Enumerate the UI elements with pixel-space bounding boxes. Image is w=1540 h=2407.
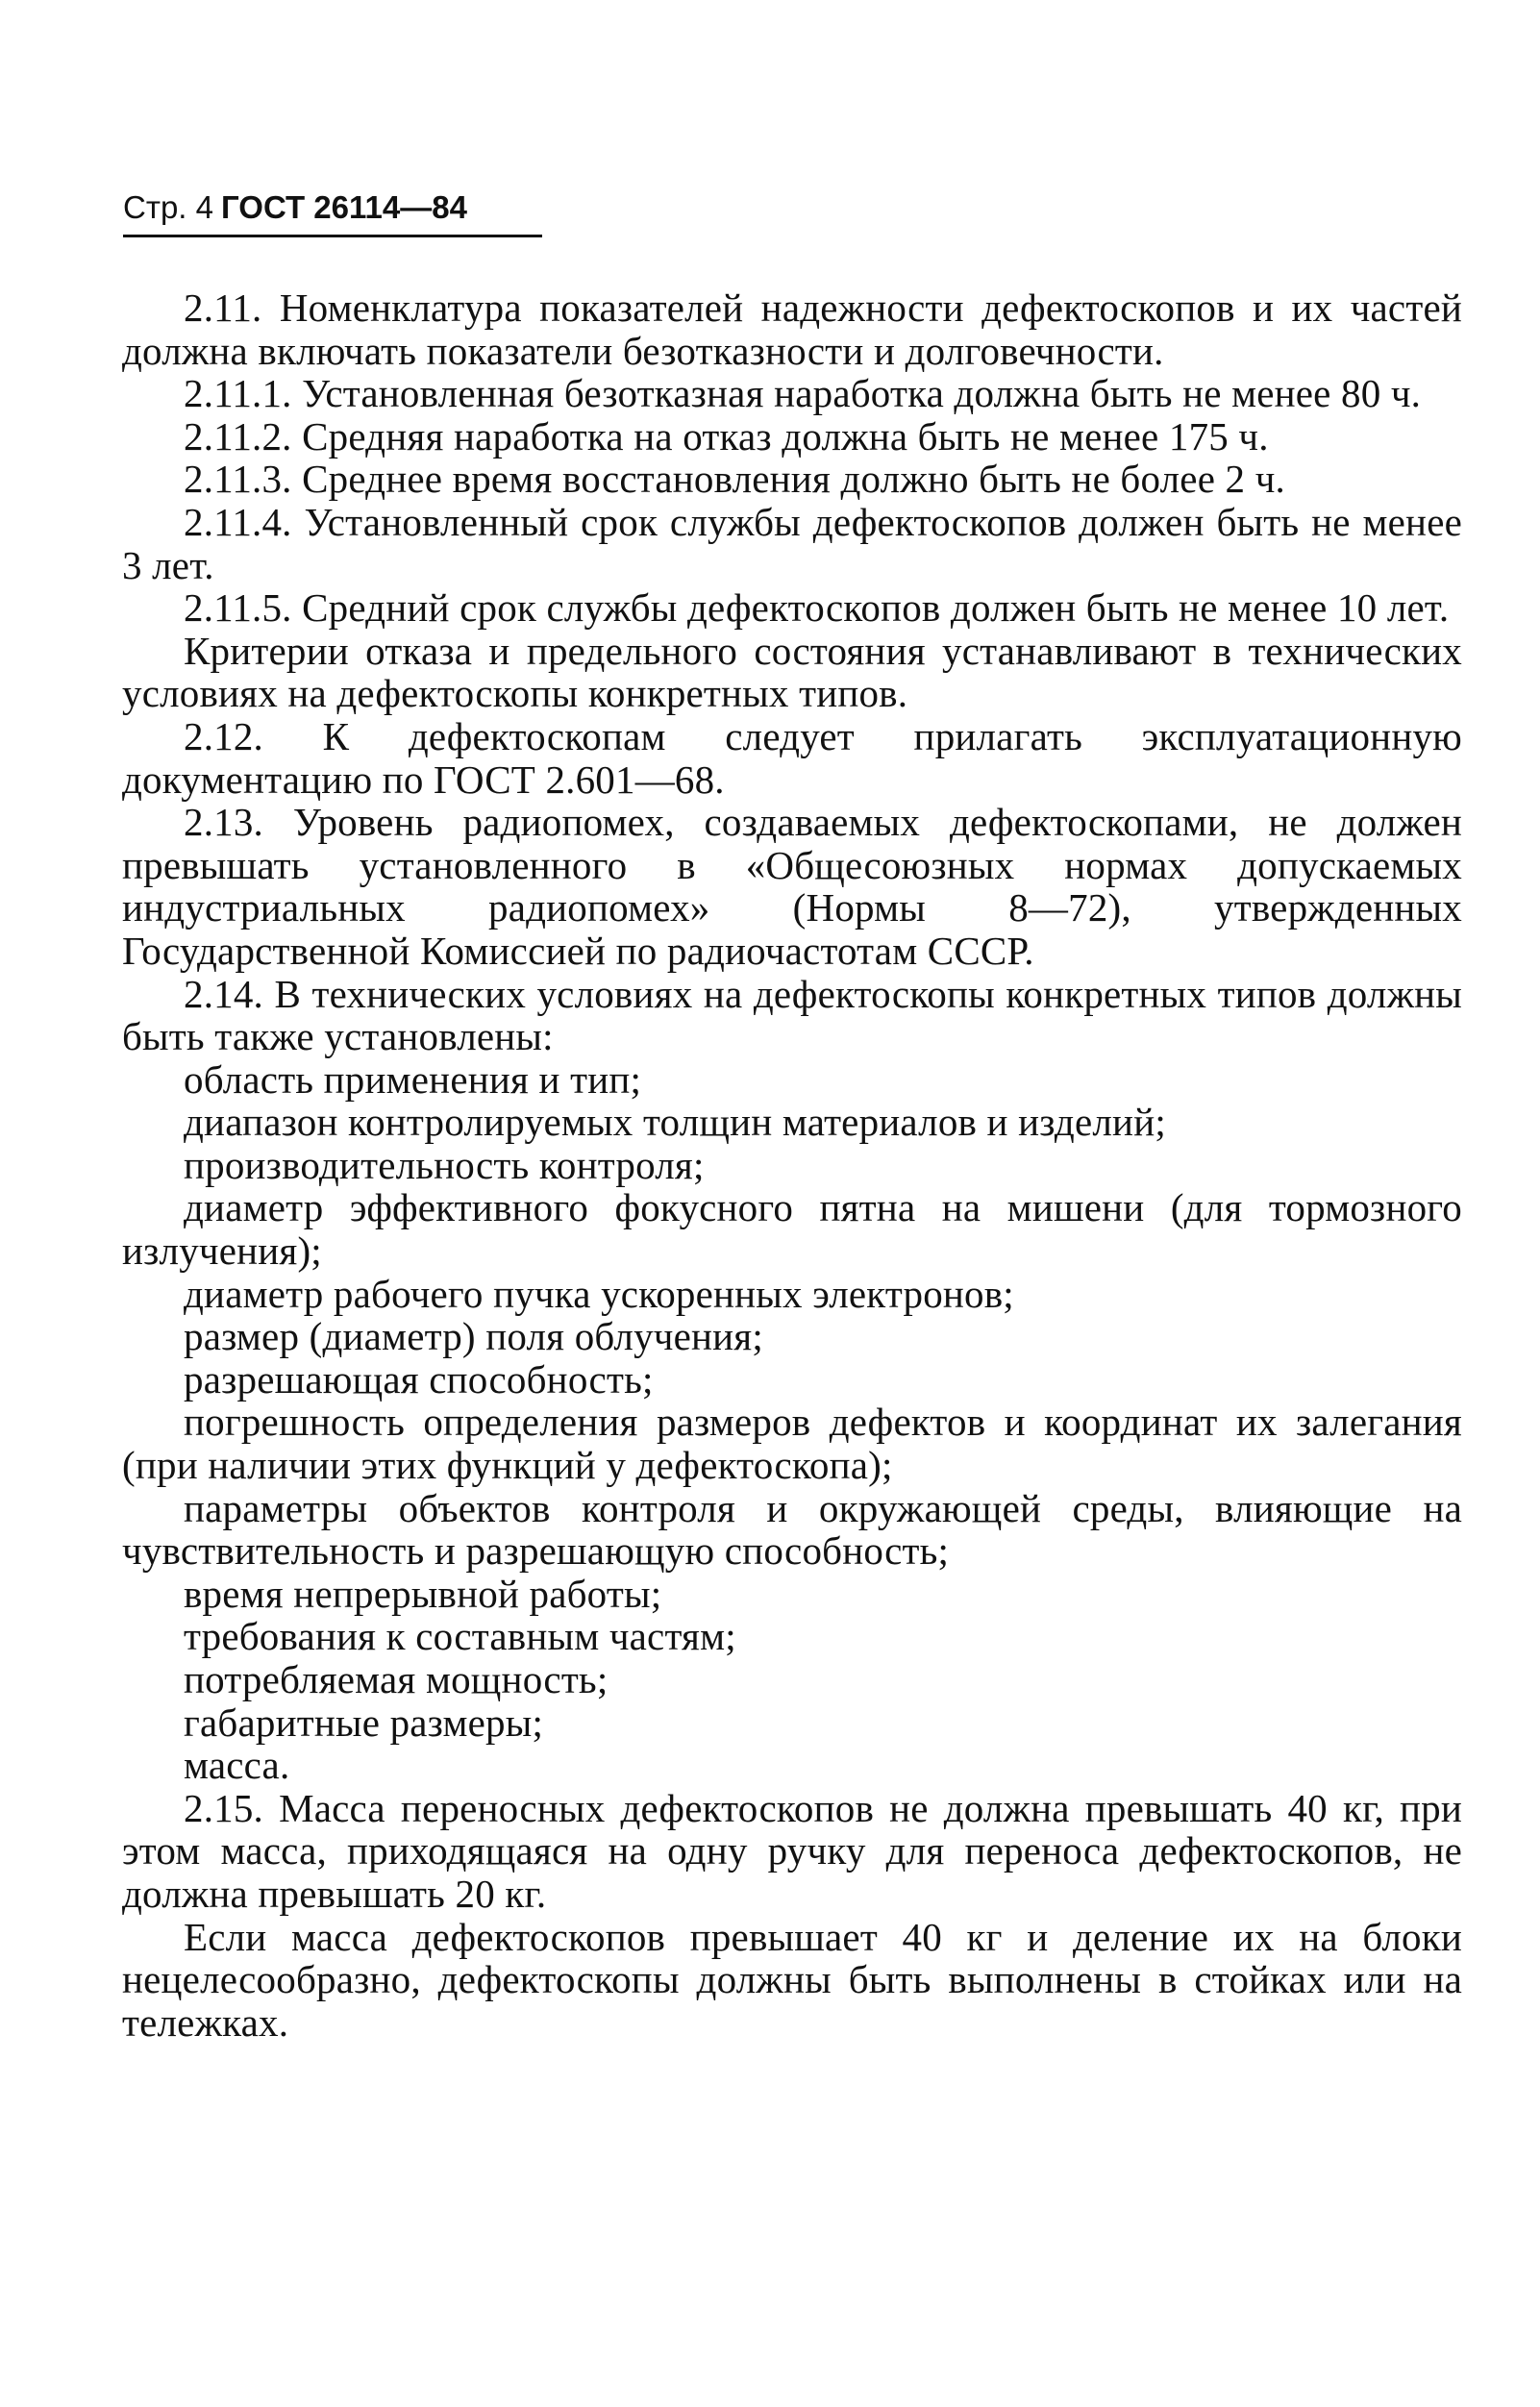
clause-2-11-3: 2.11.3. Среднее время восстановления должно быть не более 2 ч. [184, 457, 1285, 502]
list-item: производительность контроля; [184, 1142, 705, 1187]
list-item: габаритные размеры; [184, 1700, 544, 1745]
clause-2-15: 2.15. Масса переносных дефектоскопов не должна превышать 40 кг, при этом масса, приходящаяся на одну ручку для переноса дефектоскопов, не должна превышать 20 кг. [122, 1785, 1462, 1916]
clause-2-14: 2.14. В технических условиях на дефектоскопы конкретных типов должны быть также установлены: [122, 971, 1462, 1059]
page-header [123, 188, 467, 227]
clause-2-11-2: 2.11.2. Средняя наработка на отказ должна быть не менее 175 ч. [184, 413, 1269, 459]
list-item: диаметр рабочего пучка ускоренных электронов; [184, 1271, 1014, 1316]
page-number: Стр. 4 [123, 189, 213, 225]
list-item: время непрерывной работы; [184, 1571, 662, 1616]
list-item: диапазон контролируемых толщин материалов и изделий; [184, 1100, 1166, 1145]
header-rule [123, 235, 542, 237]
list-item: размер (диаметр) поля облучения; [184, 1314, 763, 1359]
clause-2-12: 2.12. К дефектоскопам следует прилагать эксплуатационную документацию по ГОСТ 2.601—68. [122, 713, 1462, 802]
clause-2-13: 2.13. Уровень радиопомех, создаваемых дефектоскопами, не должен превышать установленного в «Общесоюзных нормах допускаемых индустриальных радиопомех» (Нормы 8—72), утвержденных Государственной Комиссией по радиочастотам СССР. [122, 800, 1462, 973]
list-item: параметры объектов контроля и окружающей среды, влияющие на чувствительность и разрешающую способность; [122, 1485, 1462, 1574]
clause-2-11-5: 2.11.5. Средний срок службы дефектоскопов должен быть не менее 10 лет. [184, 585, 1450, 631]
list-item: область применения и тип; [184, 1056, 642, 1102]
list-item: потребляемая мощность; [184, 1657, 609, 1701]
list-item: диаметр эффективного фокусного пятна на мишени (для тормозного излучения); [122, 1185, 1462, 1274]
clause-2-11-1: 2.11.1. Установленная безотказная наработка должна быть не менее 80 ч. [184, 371, 1422, 416]
clause-2-11-4: 2.11.4. Установленный срок службы дефектоскопов должен быть не менее 3 лет. [122, 499, 1462, 587]
clause-2-11: 2.11. Номенклатура показателей надежности дефектоскопов и их частей должна включать показатели безотказности и долговечности. [122, 285, 1462, 373]
mass-exceeds-paragraph: Если масса дефектоскопов превышает 40 кг и деление их на блоки нецелесообразно, дефектоскопы должны быть выполнены в стойках или на тележках. [122, 1914, 1462, 2045]
list-item: погрешность определения размеров дефектов и координат их залегания (при наличии этих функций у дефектоскопа); [122, 1400, 1462, 1488]
failure-criteria-paragraph: Критерии отказа и предельного состояния устанавливают в технических условиях на дефектоскопы конкретных типов. [122, 628, 1462, 716]
standard-designation: ГОСТ 26114—84 [221, 189, 467, 225]
list-item: масса. [184, 1743, 290, 1788]
list-item: разрешающая способность; [184, 1356, 654, 1402]
document-body [122, 286, 1462, 2044]
list-item: требования к составным частям; [184, 1614, 736, 1659]
